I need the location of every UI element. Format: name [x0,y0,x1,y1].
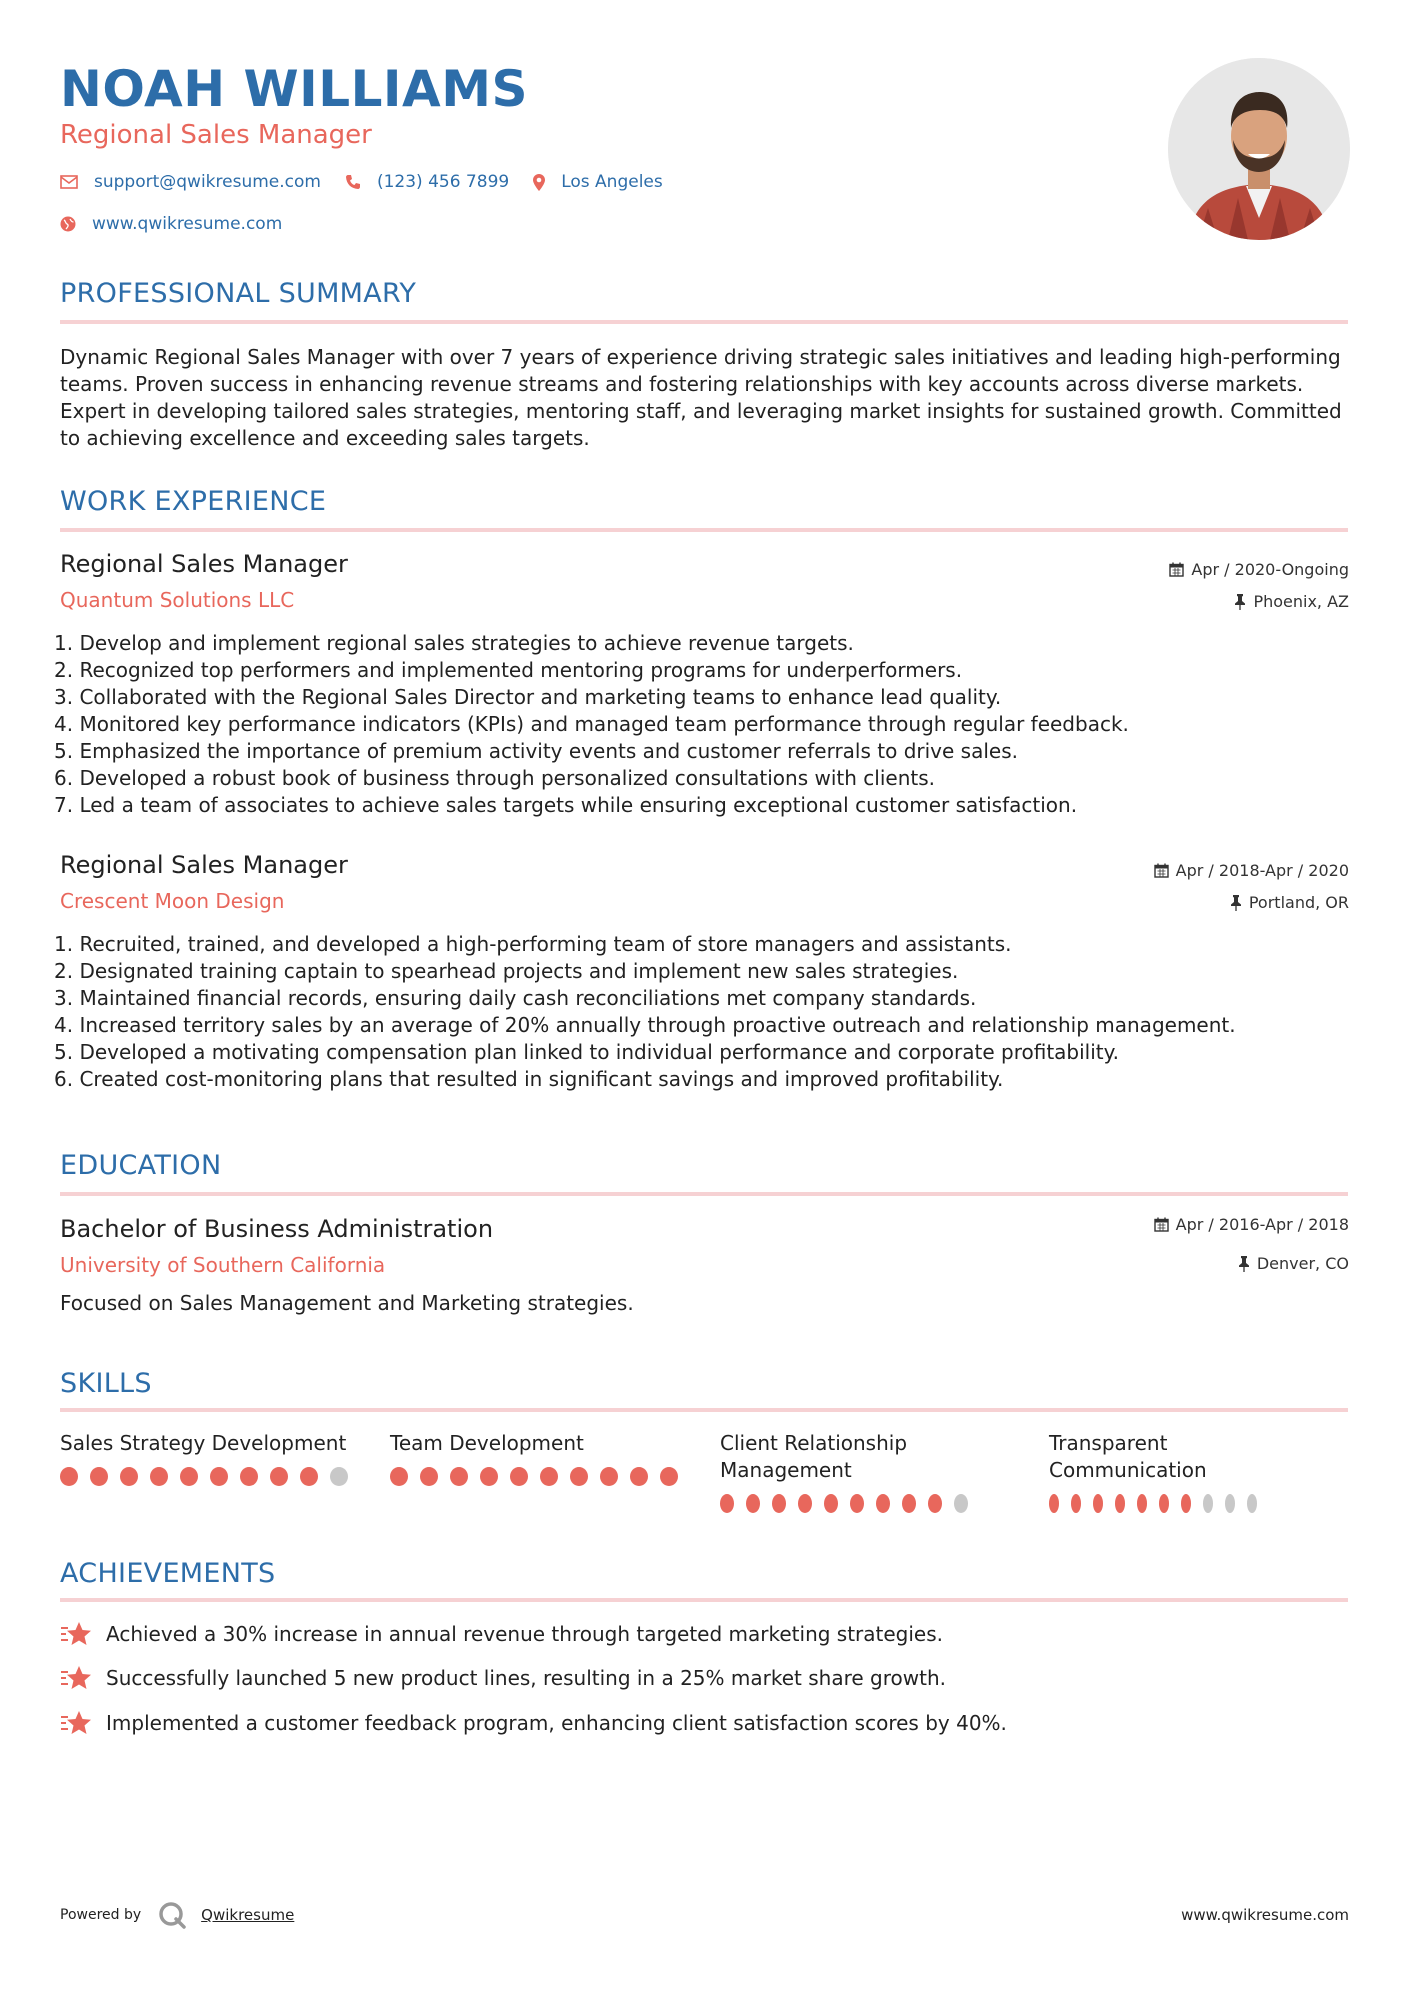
website-text: www.qwikresume.com [92,214,283,234]
skill-name: Client Relationship Management [720,1431,908,1482]
job-bullets-1 [54,630,1354,819]
job-location-2 [1230,893,1349,912]
skill-item [720,1430,980,1513]
skill-dot-filled [510,1467,528,1486]
skill-rating [1049,1494,1269,1513]
skill-dot-filled [1137,1494,1147,1513]
skill-dot-filled [600,1467,618,1486]
skill-dot-empty [954,1494,968,1513]
skill-dot-filled [1159,1494,1169,1513]
skill-dot-filled [150,1467,168,1486]
profile-photo [1168,58,1350,240]
achievement-text: Achieved a 30% increase in annual revenue through targeted marketing strategies. [106,1622,944,1646]
skill-dot-filled [540,1467,558,1486]
footer-website[interactable]: www.qwikresume.com [1181,1906,1349,1924]
skill-dot-empty [1247,1494,1257,1513]
skill-dot-filled [420,1467,438,1486]
achievement-text: Implemented a customer feedback program, enhancing client satisfaction scores by 40%. [106,1711,1007,1735]
skill-dot-filled [390,1467,408,1486]
job-company-1: Quantum Solutions LLC [60,588,295,612]
list-item: 2. Designated training captain to spearhead projects and implement new sales strategies. [54,959,959,983]
skill-dot-filled [450,1467,468,1486]
contact-phone[interactable] [345,172,509,192]
job-location-text-2: Portland, OR [1248,893,1349,912]
list-item: 5. Emphasized the importance of premium activity events and customer referrals to drive sales. [54,739,1018,763]
skill-dot-filled [1181,1494,1191,1513]
job-title-2: Regional Sales Manager [60,851,348,879]
skill-dot-filled [240,1467,258,1486]
skill-dot-filled [928,1494,942,1513]
list-item: 5. Developed a motivating compensation plan linked to individual performance and corporate profitability. [54,1040,1119,1064]
skill-dot-filled [90,1467,108,1486]
pushpin-icon [1238,1256,1250,1272]
skill-dot-filled [300,1467,318,1486]
list-item: 3. Collaborated with the Regional Sales Director and marketing teams to enhance lead quality. [54,685,1002,709]
skill-rating [390,1467,690,1486]
contact-website[interactable] [60,214,282,234]
skill-dot-filled [1049,1494,1059,1513]
job-dates-text-1: Apr / 2020-Ongoing [1191,560,1349,579]
skill-dot-filled [630,1467,648,1486]
map-pin-icon [533,174,545,191]
contact-row-website [60,214,306,234]
list-item: 4. Increased territory sales by an average of 20% annually through proactive outreach and relationship management. [54,1013,1236,1037]
job-title-1: Regional Sales Manager [60,550,348,578]
star-icon [60,1620,92,1648]
section-title-skills: SKILLS [60,1368,152,1399]
skill-dot-filled [902,1494,916,1513]
skill-dot-filled [120,1467,138,1486]
envelope-icon [60,175,78,189]
education-location-text: Denver, CO [1256,1254,1349,1273]
skill-item [390,1430,690,1486]
email-text: support@qwikresume.com [94,172,321,192]
skill-dot-filled [1115,1494,1125,1513]
skill-dot-filled [270,1467,288,1486]
skill-dot-filled [850,1494,864,1513]
achievement-item [60,1664,946,1692]
skill-rating [720,1494,980,1513]
star-icon [60,1709,92,1737]
globe-icon [60,216,76,232]
skill-name: Transparent Communication [1049,1431,1207,1482]
education-description: Focused on Sales Management and Marketing strategies. [60,1291,634,1315]
list-item: 6. Created cost-monitoring plans that resulted in significant savings and improved profitability. [54,1067,1004,1091]
skill-dot-filled [824,1494,838,1513]
list-item: 2. Recognized top performers and implemented mentoring programs for underperformers. [54,658,963,682]
education-school: University of Southern California [60,1253,386,1277]
skill-dot-filled [798,1494,812,1513]
footer-powered-by [60,1900,294,1930]
location-text: Los Angeles [561,172,663,192]
section-divider [60,1598,1348,1602]
powered-by-label: Powered by [60,1907,142,1923]
job-location-1 [1234,592,1349,611]
calendar-icon [1154,863,1169,878]
section-title-summary: PROFESSIONAL SUMMARY [60,278,417,309]
list-item: 6. Developed a robust book of business through personalized consultations with clients. [54,766,935,790]
pushpin-icon [1234,594,1246,610]
section-divider [60,1192,1348,1196]
section-divider [60,320,1348,324]
skill-rating [60,1467,360,1486]
education-degree: Bachelor of Business Administration [60,1215,494,1243]
achievement-text: Successfully launched 5 new product lines, resulting in a 25% market share growth. [106,1666,946,1690]
section-divider [60,1408,1348,1412]
list-item: 1. Develop and implement regional sales strategies to achieve revenue targets. [54,631,854,655]
skill-dot-filled [746,1494,760,1513]
skill-item [1049,1430,1269,1513]
skill-name: Sales Strategy Development [60,1431,347,1455]
contact-row [60,172,687,192]
calendar-icon [1169,562,1184,577]
skill-dot-filled [180,1467,198,1486]
qwikresume-logo-icon [157,1900,187,1930]
list-item: 4. Monitored key performance indicators (KPIs) and managed team performance through regular feedback. [54,712,1129,736]
skill-dot-filled [1071,1494,1081,1513]
job-dates-2 [1154,861,1349,880]
skill-dot-filled [60,1467,78,1486]
skill-dot-filled [720,1494,734,1513]
section-title-education: EDUCATION [60,1150,222,1181]
candidate-title: Regional Sales Manager [60,120,372,150]
skill-dot-filled [772,1494,786,1513]
achievement-item [60,1709,1007,1737]
job-dates-text-2: Apr / 2018-Apr / 2020 [1175,861,1349,880]
section-title-achievements: ACHIEVEMENTS [60,1558,276,1589]
job-bullets-2 [54,931,1354,1093]
education-dates-text: Apr / 2016-Apr / 2018 [1175,1215,1349,1234]
skill-dot-filled [660,1467,678,1486]
summary-text: Dynamic Regional Sales Manager with over 7 years of experience driving strategic sales initiatives and leading high-performing teams. Proven success in enhancing revenue streams and fostering relationships with key accounts across diverse markets. Expert in developing tailored sales strategies, mentoring staff, and leveraging market insights for sustained growth. Committed to achieving excellence and exceeding sales targets. [60,345,1342,450]
pushpin-icon [1230,895,1242,911]
skill-dot-filled [480,1467,498,1486]
skill-dot-filled [210,1467,228,1486]
section-title-experience: WORK EXPERIENCE [60,486,327,517]
achievement-item [60,1620,943,1648]
candidate-name: NOAH WILLIAMS [60,60,528,118]
job-dates-1 [1169,560,1349,579]
contact-email[interactable] [60,172,321,192]
skill-dot-empty [1225,1494,1235,1513]
job-company-2: Crescent Moon Design [60,889,285,913]
skill-dot-filled [570,1467,588,1486]
avatar [1168,58,1350,240]
brand-link[interactable]: Qwikresume [201,1906,295,1924]
star-icon [60,1664,92,1692]
skill-dot-empty [330,1467,348,1486]
education-location [1238,1254,1349,1273]
job-location-text-1: Phoenix, AZ [1253,592,1349,611]
calendar-icon [1154,1217,1169,1232]
skill-dot-filled [876,1494,890,1513]
phone-text: (123) 456 7899 [376,172,510,192]
skill-dot-filled [1093,1494,1103,1513]
skill-name: Team Development [390,1431,584,1455]
list-item: 1. Recruited, trained, and developed a high-performing team of store managers and assistants. [54,932,1012,956]
list-item: 7. Led a team of associates to achieve sales targets while ensuring exceptional customer satisfaction. [54,793,1078,817]
section-divider [60,528,1348,532]
skill-item [60,1430,360,1486]
education-dates [1154,1215,1349,1234]
skill-dot-empty [1203,1494,1213,1513]
list-item: 3. Maintained financial records, ensuring daily cash reconciliations met company standards. [54,986,977,1010]
phone-icon [345,174,361,190]
contact-location [533,172,663,192]
